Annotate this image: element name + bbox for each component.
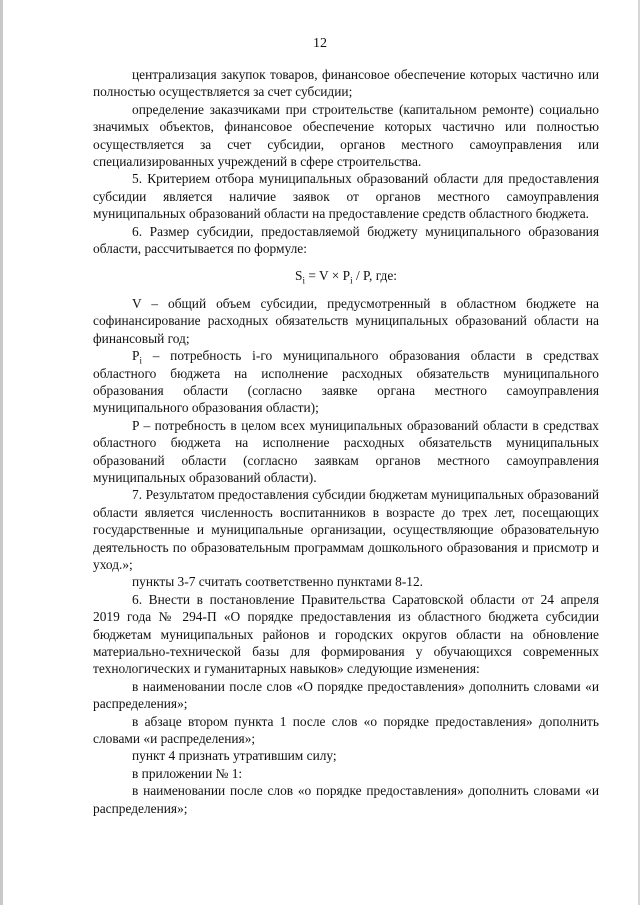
document-body [93, 66, 599, 817]
paragraph-amend-title: в наименовании после слов «О порядке предоставления» дополнить словами «и распределения»; [93, 678, 599, 712]
definition-pi-subscript: i [139, 355, 142, 366]
paragraph-result: 7. Результатом предоставления субсидии бюджетам муниципальных образований области является численность воспитанников в возрасте до трех лет, посещающих государственные и муниципальные организации, осуществляющие образовательную деятельность по образовательным программам дошкольного образования и присмотр и уход.»; [93, 487, 599, 572]
formula-s: S [295, 268, 303, 284]
paragraph-clause-4-void: пункт 4 признать утратившим силу; [132, 748, 337, 764]
paragraph-appendix-1: в приложении № 1: [132, 765, 243, 781]
definition-pi [93, 347, 599, 417]
definition-pi-text: – потребность i-го муниципального образования области в средствах областного бюджета на исполнение расходных обязательств муниципального образования области (согласно заявке органа местного самоуправления муниципального образования области); [93, 348, 599, 416]
formula-s-subscript: i [302, 276, 305, 287]
paragraph-renumbering: пункты 3-7 считать соответственно пунктами 8-12. [132, 574, 424, 590]
paragraph-subsidy-size: 6. Размер субсидии, предоставляемой бюджету муниципального образования области, рассчитывается по формуле: [93, 223, 599, 257]
formula-middle: = V × P [304, 268, 351, 284]
scan-edge-left [0, 0, 3, 905]
paragraph-customers: определение заказчиками при строительстве (капитальном ремонте) социально значимых объектов, финансовое обеспечение которых частично или полностью осуществляется за счет субсидии, органов местного самоуправления или специализированных учреждений в сфере строительства. [93, 101, 599, 170]
paragraph-criterion: 5. Критерием отбора муниципальных образований области для предоставления субсидии является наличие заявок от органов местного самоуправления муниципальных образований области на предоставление средств областного бюджета. [93, 171, 599, 222]
definition-p: P – потребность в целом всех муниципальных образований области в средствах областного бюджета на исполнение расходных обязательств муниципальных образований области (согласно заявкам органов местного самоуправления муниципальных образований области). [93, 417, 599, 485]
paragraph-amend-clause-1: в абзаце втором пункта 1 после слов «о порядке предоставления» дополнить словами «и распределения»; [93, 713, 599, 747]
formula-tail: / P, где: [352, 268, 397, 284]
page-number: 12 [313, 36, 327, 51]
definition-pi-symbol: P [132, 348, 140, 364]
definition-v: V – общий объем субсидии, предусмотренный в областном бюджете на софинансирование расходных обязательств муниципальных образований области на финансовый год; [93, 295, 599, 346]
subsidy-formula [93, 267, 599, 287]
paragraph-amend-decree: 6. Внести в постановление Правительства Саратовской области от 24 апреля 2019 года № 294-П «О порядке предоставления из областного бюджета субсидии бюджетам муниципальных районов и городских округов области на обновление материально-технической базы для формирования у обучающихся современных технологических и гуманитарных навыков» следующие изменения: [93, 591, 599, 677]
formula-p-subscript: i [350, 276, 353, 287]
paragraph-procurement: централизация закупок товаров, финансовое обеспечение которых частично или полностью осуществляется за счет субсидии; [93, 67, 599, 100]
paragraph-appendix-title: в наименовании после слов «о порядке предоставления» дополнить словами «и распределения»; [93, 783, 599, 816]
